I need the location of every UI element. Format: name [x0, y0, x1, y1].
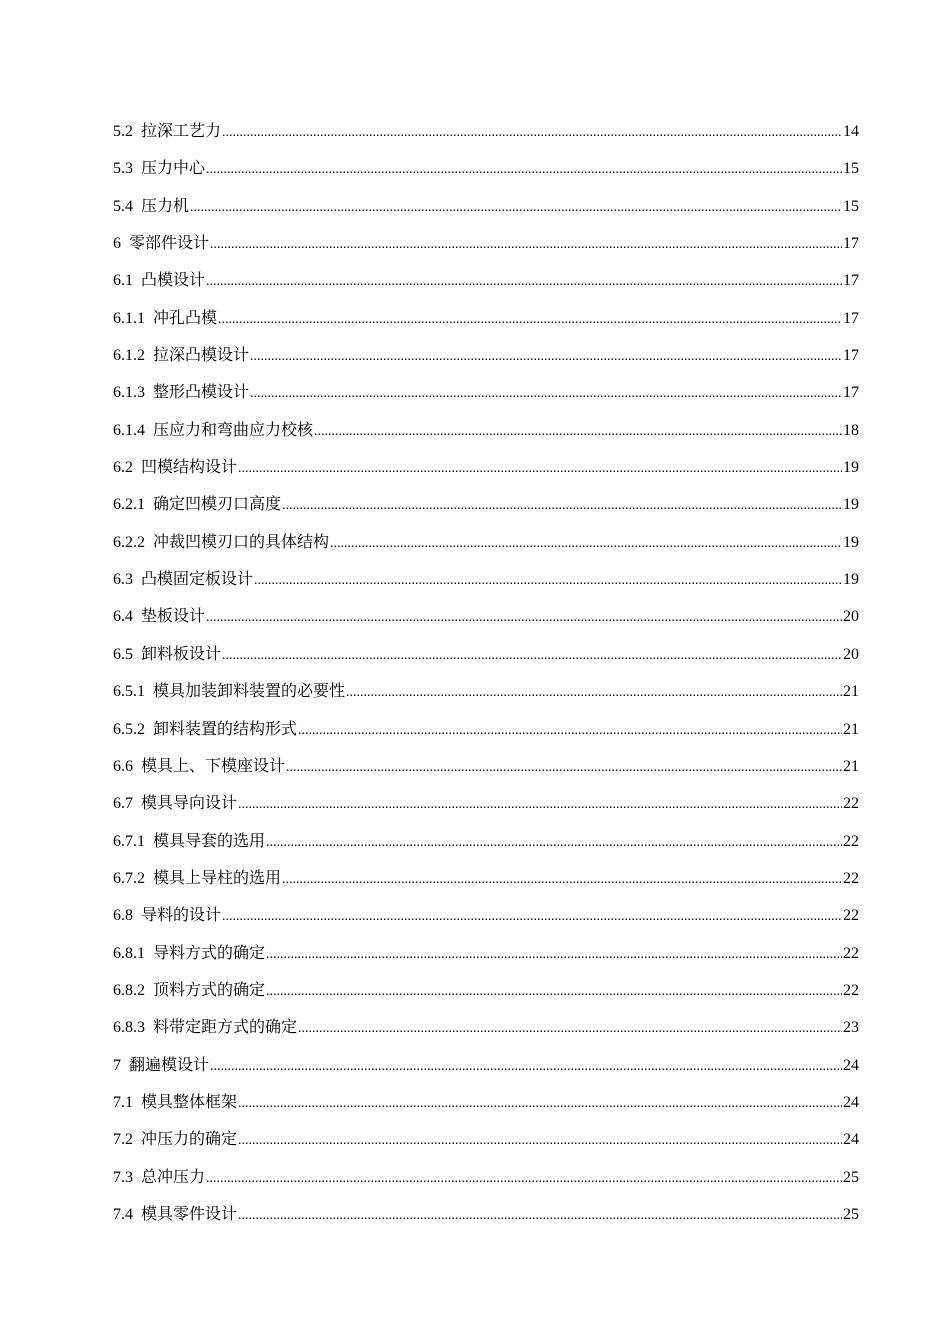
toc-entry-title: 模具导向设计: [141, 795, 238, 813]
toc-entry-page: 14: [843, 123, 859, 140]
toc-entry-title: 拉深凸模设计: [153, 347, 250, 365]
toc-entry[interactable]: [113, 565, 859, 602]
toc-entry-title: 总冲压力: [141, 1168, 206, 1186]
toc-dot-leader: [210, 229, 842, 260]
toc-entry[interactable]: [113, 864, 859, 901]
toc-dot-leader: [238, 789, 842, 820]
toc-entry-number: 6.2.2: [113, 533, 145, 551]
toc-entry-page: 18: [843, 421, 859, 439]
toc-entry-page: 24: [843, 1093, 859, 1111]
toc-dot-leader: [206, 154, 842, 185]
toc-entry-number: 6.1.4: [113, 421, 145, 439]
toc-entry-number: 6.6: [113, 757, 133, 775]
toc-entry-page: 15: [843, 160, 859, 178]
toc-entry-number: 6.8.1: [113, 944, 145, 962]
toc-entry-page: 17: [843, 272, 859, 290]
toc-entry-title: 压力中心: [141, 160, 206, 178]
toc-dot-leader: [210, 1051, 842, 1082]
toc-dot-leader: [286, 752, 842, 783]
toc-entry-number: 7.3: [113, 1168, 133, 1186]
toc-entry-number: 6.1.2: [113, 347, 145, 365]
toc-entry-page: 22: [843, 795, 859, 813]
toc-entry[interactable]: [113, 640, 859, 677]
toc-entry-title: 冲压力的确定: [141, 1131, 238, 1149]
toc-entry-page: 22: [843, 907, 859, 925]
toc-entry-page: 19: [843, 571, 859, 589]
toc-entry[interactable]: [113, 827, 859, 864]
toc-entry[interactable]: [113, 1200, 859, 1237]
toc-entry-page: 21: [843, 720, 859, 738]
toc-entry-number: 6.5: [113, 645, 133, 663]
toc-entry-title: 压应力和弯曲应力校核: [153, 421, 314, 439]
toc-entry-title: 确定凹模刃口高度: [153, 496, 282, 514]
toc-entry-page: 19: [843, 533, 859, 551]
toc-entry[interactable]: [113, 192, 859, 229]
toc-dot-leader: [238, 1125, 842, 1156]
toc-entry[interactable]: [113, 1163, 859, 1200]
toc-entry-number: 6.5.2: [113, 720, 145, 738]
toc-entry-title: 卸料装置的结构形式: [153, 720, 298, 738]
toc-entry-title: 模具上、下模座设计: [141, 757, 286, 775]
toc-entry-number: 5.3: [113, 160, 133, 178]
toc-entry-number: 6.2.1: [113, 496, 145, 514]
toc-entry-title: 凸模设计: [141, 272, 206, 290]
toc-dot-leader: [206, 266, 842, 297]
toc-dot-leader: [254, 565, 842, 596]
toc-dot-leader: [266, 976, 842, 1007]
toc-dot-leader: [222, 117, 842, 148]
toc-dot-leader: [298, 1013, 842, 1044]
toc-entry-number: 6: [113, 235, 121, 253]
toc-entry-title: 翻遍模设计: [129, 1056, 210, 1074]
toc-entry[interactable]: [113, 453, 859, 490]
toc-entry-title: 料带定距方式的确定: [153, 1019, 298, 1037]
toc-entry-title: 整形凸模设计: [153, 384, 250, 402]
toc-entry-page: 17: [843, 235, 859, 253]
toc-entry-title: 模具零件设计: [141, 1205, 238, 1223]
toc-entry-number: 6.1.1: [113, 309, 145, 327]
toc-entry-number: 7.4: [113, 1205, 133, 1223]
toc-entry-number: 6.8.2: [113, 981, 145, 999]
toc-dot-leader: [238, 1200, 842, 1231]
toc-entry-page: 21: [843, 757, 859, 775]
toc-dot-leader: [218, 304, 842, 335]
toc-entry-page: 17: [843, 309, 859, 327]
toc-entry-page: 24: [843, 1056, 859, 1074]
toc-entry-number: 7.1: [113, 1093, 133, 1111]
toc-entry-title: 模具导套的选用: [153, 832, 266, 850]
toc-entry[interactable]: [113, 304, 859, 341]
toc-dot-leader: [222, 901, 842, 932]
toc-entry-page: 17: [843, 347, 859, 365]
table-of-contents: [113, 117, 859, 1237]
toc-entry-page: 25: [843, 1168, 859, 1186]
toc-dot-leader: [250, 378, 842, 409]
toc-entry-number: 6.7.2: [113, 869, 145, 887]
toc-entry[interactable]: [113, 1013, 859, 1050]
toc-entry-title: 垫板设计: [141, 608, 206, 626]
toc-entry-title: 冲孔凸模: [153, 309, 218, 327]
toc-entry[interactable]: [113, 117, 859, 154]
toc-entry-page: 25: [843, 1205, 859, 1223]
toc-entry-page: 22: [843, 832, 859, 850]
toc-dot-leader: [190, 192, 842, 223]
toc-entry-title: 模具整体框架: [141, 1093, 238, 1111]
toc-entry[interactable]: [113, 939, 859, 976]
toc-entry[interactable]: [113, 266, 859, 303]
toc-entry-title: 顶料方式的确定: [153, 981, 266, 999]
toc-dot-leader: [238, 453, 842, 484]
toc-entry-number: 6.7.1: [113, 832, 145, 850]
toc-entry-number: 7.2: [113, 1131, 133, 1149]
toc-entry[interactable]: [113, 154, 859, 191]
toc-entry-page: 22: [843, 869, 859, 887]
toc-entry-page: 22: [843, 981, 859, 999]
toc-entry[interactable]: [113, 490, 859, 527]
toc-entry-number: 6.8.3: [113, 1019, 145, 1037]
toc-entry-title: 模具加装卸料装置的必要性: [153, 683, 346, 701]
toc-entry-title: 卸料板设计: [141, 645, 222, 663]
toc-entry-title: 导料方式的确定: [153, 944, 266, 962]
toc-dot-leader: [346, 677, 842, 708]
toc-entry-title: 压力机: [141, 197, 190, 215]
toc-dot-leader: [314, 416, 842, 447]
toc-dot-leader: [206, 1163, 842, 1194]
toc-dot-leader: [330, 528, 842, 559]
toc-entry-number: 6.3: [113, 571, 133, 589]
toc-entry[interactable]: [113, 378, 859, 415]
toc-entry-page: 19: [843, 459, 859, 477]
toc-dot-leader: [250, 341, 842, 372]
toc-entry-number: 5.4: [113, 197, 133, 215]
toc-entry[interactable]: [113, 602, 859, 639]
toc-dot-leader: [298, 715, 842, 746]
toc-entry[interactable]: [113, 789, 859, 826]
toc-entry-title: 凸模固定板设计: [141, 571, 254, 589]
toc-entry-title: 拉深工艺力: [141, 123, 222, 140]
toc-entry-page: 23: [843, 1019, 859, 1037]
toc-entry-number: 6.7: [113, 795, 133, 813]
toc-entry[interactable]: [113, 976, 859, 1013]
toc-entry-title: 模具上导柱的选用: [153, 869, 282, 887]
toc-entry-number: 6.2: [113, 459, 133, 477]
toc-entry-page: 22: [843, 944, 859, 962]
toc-dot-leader: [282, 490, 842, 521]
toc-entry-page: 19: [843, 496, 859, 514]
toc-entry[interactable]: [113, 341, 859, 378]
toc-entry[interactable]: [113, 1088, 859, 1125]
toc-entry-number: 6.8: [113, 907, 133, 925]
toc-entry-number: 6.5.1: [113, 683, 145, 701]
toc-dot-leader: [266, 939, 842, 970]
toc-entry-number: 6.1: [113, 272, 133, 290]
toc-entry[interactable]: [113, 1125, 859, 1162]
toc-entry[interactable]: [113, 677, 859, 714]
toc-entry[interactable]: [113, 1051, 859, 1088]
toc-entry[interactable]: [113, 715, 859, 752]
toc-entry[interactable]: [113, 416, 859, 453]
toc-dot-leader: [206, 602, 842, 633]
toc-entry-page: 24: [843, 1131, 859, 1149]
toc-entry-page: 20: [843, 645, 859, 663]
toc-entry[interactable]: [113, 901, 859, 938]
toc-entry-title: 导料的设计: [141, 907, 222, 925]
toc-entry-page: 21: [843, 683, 859, 701]
toc-entry-number: 6.4: [113, 608, 133, 626]
toc-entry-title: 零部件设计: [129, 235, 210, 253]
toc-dot-leader: [266, 827, 842, 858]
toc-entry-number: 6.1.3: [113, 384, 145, 402]
toc-entry-number: 7: [113, 1056, 121, 1074]
toc-entry[interactable]: [113, 752, 859, 789]
toc-entry-page: 20: [843, 608, 859, 626]
toc-dot-leader: [238, 1088, 842, 1119]
toc-dot-leader: [282, 864, 842, 895]
toc-entry-page: 15: [843, 197, 859, 215]
toc-entry-page: 17: [843, 384, 859, 402]
toc-entry-title: 冲裁凹模刃口的具体结构: [153, 533, 330, 551]
toc-entry-number: 5.2: [113, 123, 133, 140]
toc-entry-title: 凹模结构设计: [141, 459, 238, 477]
toc-entry[interactable]: [113, 528, 859, 565]
toc-entry[interactable]: [113, 229, 859, 266]
toc-dot-leader: [222, 640, 842, 671]
